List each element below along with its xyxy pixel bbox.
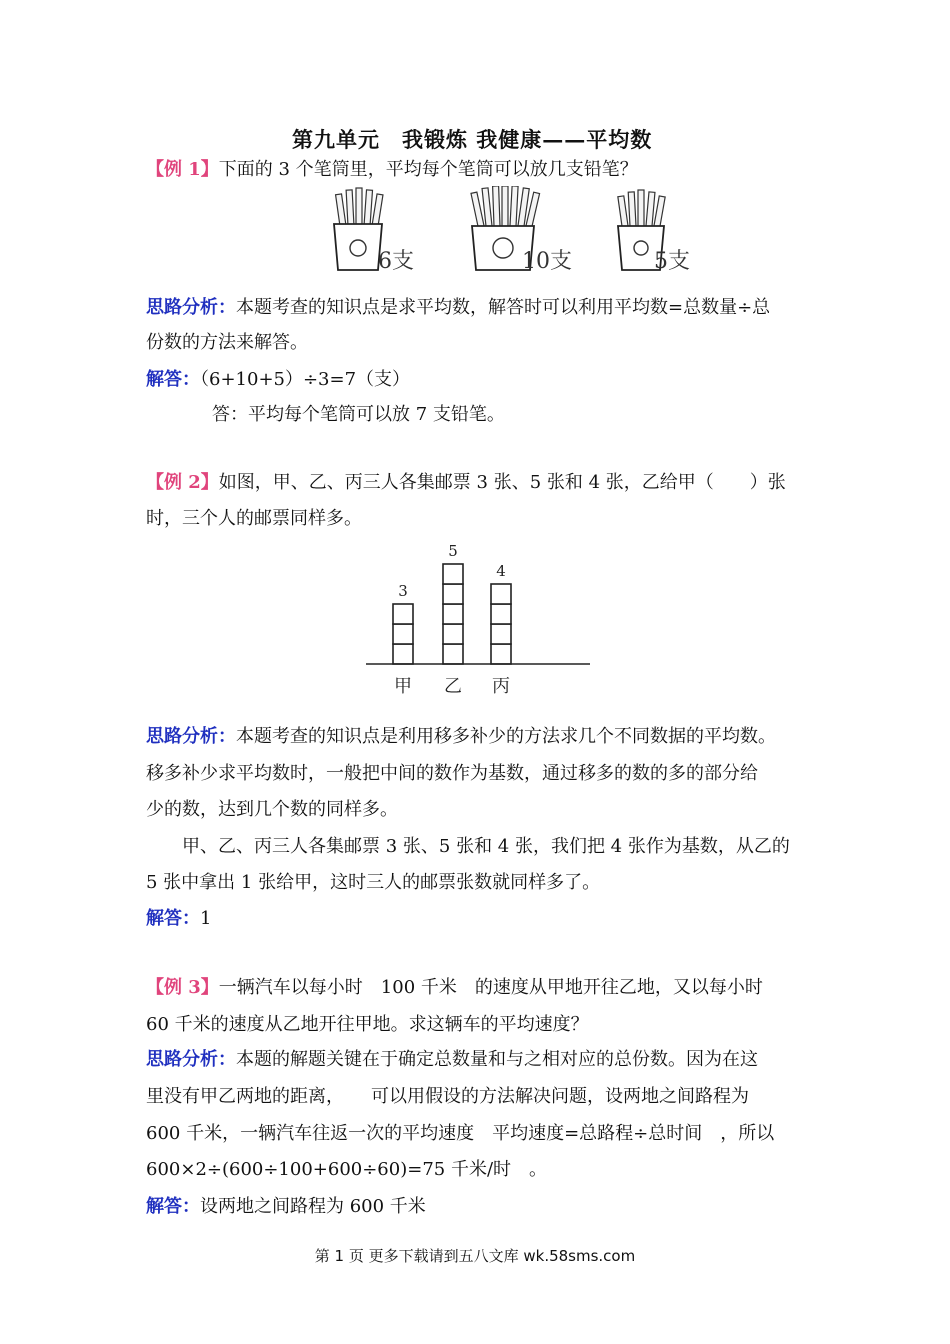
stamp-square [491,604,511,624]
answer-label: 解答： [146,369,200,390]
analysis-text: 本题的解题关键在于确定总数量和与之相对应的总份数。因为在这 [236,1049,758,1070]
stamp-square [491,644,511,664]
answer-label: 解答： [146,908,200,929]
analysis-label: 思路分析： [146,297,236,318]
example-3-answer [146,1194,426,1220]
example-3-analysis-line-1 [146,1047,758,1073]
pencil-cup-2 [471,186,572,274]
example-2-tag: 【例 2】 [146,472,219,493]
stamp-bar-chart [362,536,594,698]
stamp-square [393,624,413,644]
example-3-question-line-1 [146,975,763,1001]
category-label: 丙 [492,676,510,697]
bar-丙 [491,584,511,664]
example-3-analysis-line-4: 600×2÷(600÷100+600÷60)=75 千米/时 。 [146,1159,548,1180]
analysis-label: 思路分析： [146,1049,236,1070]
answer-label: 解答： [146,1196,200,1217]
example-2-analysis-line-5: 5 张中拿出 1 张给甲，这时三人的邮票张数就同样多了。 [146,872,601,893]
example-1-tag: 【例 1】 [146,159,219,180]
analysis-label: 思路分析： [146,726,236,747]
example-2-analysis-line-4: 甲、乙、丙三人各集邮票 3 张、5 张和 4 张，我们把 4 张作为基数，从乙的 [182,836,790,857]
stamp-square [491,624,511,644]
example-3-question-line-2: 60 千米的速度从乙地开往甲地。求这辆车的平均速度？ [146,1014,589,1035]
bar-甲 [393,604,413,664]
example-2-text: 如图，甲、乙、丙三人各集邮票 3 张、5 张和 4 张，乙给甲（ ）张 [218,472,786,493]
category-label: 甲 [394,676,412,697]
bar-乙 [443,564,463,664]
example-2-analysis-line-1 [146,724,776,750]
bar-value-label: 3 [398,582,408,600]
answer-text: 1 [200,908,212,929]
example-2-question-line-1 [146,470,786,496]
example-1-text: 下面的 3 个笔筒里，平均每个笔筒可以放几支铅笔？ [218,159,638,180]
pencil-cup-3 [618,190,690,274]
stamp-square [393,604,413,624]
example-1-analysis-line-1 [146,295,770,321]
analysis-text: 本题考查的知识点是求平均数，解答时可以利用平均数=总数量÷总 [236,297,771,318]
pencil-cup-1 [334,188,414,274]
example-1-analysis-line-2: 份数的方法来解答。 [146,332,308,353]
stamp-square [443,584,463,604]
stamp-square [443,564,463,584]
page-footer: 第 1 页 更多下载请到五八文库 wk.58sms.com [314,1247,636,1265]
example-3-analysis-line-3: 600 千米，一辆汽车往返一次的平均速度 平均速度=总路程÷总时间 ，所以 [146,1123,775,1144]
bar-value-label: 5 [448,542,458,560]
example-3-analysis-line-2: 里没有甲乙两地的距离， 可以用假设的方法解决问题，设两地之间路程为 [146,1086,749,1107]
analysis-text: 本题考查的知识点是利用移多补少的方法求几个不同数据的平均数。 [236,726,776,747]
example-3-tag: 【例 3】 [146,977,219,998]
example-2-analysis-line-3: 少的数，达到几个数的同样多。 [146,799,398,820]
bar-value-label: 4 [496,562,506,580]
example-1-answer-line-2: 答：平均每个笔筒可以放 7 支铅笔。 [212,404,505,425]
stamp-square [491,584,511,604]
example-3-text: 一辆汽车以每小时 100 千米 的速度从甲地开往乙地，又以每小时 [218,977,763,998]
stamp-square [443,644,463,664]
pencil-cups-illustration [320,186,700,278]
example-2-question-line-2: 时，三个人的邮票同样多。 [146,508,362,529]
cup-1-label: 6支 [378,249,414,274]
example-1-question [146,157,638,183]
example-2-analysis-line-2: 移多补少求平均数时，一般把中间的数作为基数，通过移多的数的多的部分给 [146,763,758,784]
stamp-square [393,644,413,664]
cup-3-label: 5支 [654,249,690,274]
category-label: 乙 [444,676,462,697]
answer-text: 设两地之间路程为 600 千米 [200,1196,426,1217]
page-title: 第九单元 我锻炼 我健康——平均数 [292,127,653,152]
example-2-answer [146,906,211,932]
stamp-square [443,624,463,644]
answer-text: （6+10+5）÷3=7（支） [200,369,411,390]
cup-2-label: 10支 [522,249,572,274]
example-1-answer-line-1 [146,367,410,393]
stamp-square [443,604,463,624]
